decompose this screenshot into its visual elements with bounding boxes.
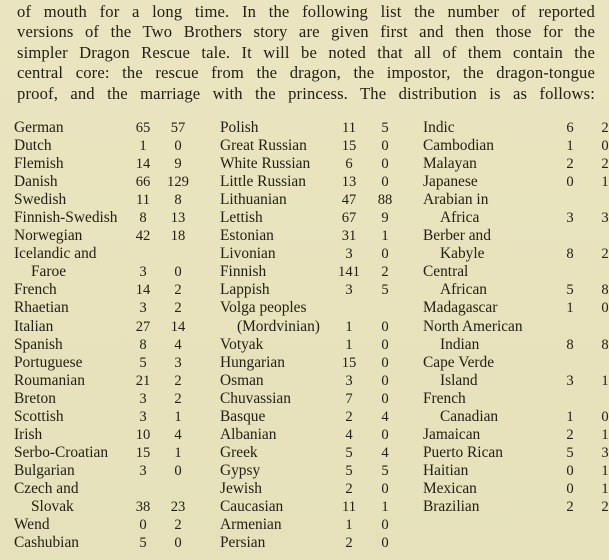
distribution-row <box>14 516 214 534</box>
distribution-row <box>14 245 214 263</box>
two-brothers-count: 5 <box>566 444 574 461</box>
distribution-row <box>14 173 214 191</box>
dragon-rescue-count: 4 <box>174 426 182 443</box>
distribution-row <box>14 155 214 173</box>
dragon-rescue-count: 0 <box>601 138 609 155</box>
group-name: Bulgarian <box>14 461 75 479</box>
distribution-row <box>220 408 420 426</box>
group-name: Jewish <box>220 479 262 497</box>
distribution-row <box>14 119 214 137</box>
dragon-rescue-count: 0 <box>601 300 609 317</box>
two-brothers-count: 1 <box>566 408 574 425</box>
group-name: Osman <box>220 371 264 389</box>
dragon-rescue-count: 0 <box>381 426 389 443</box>
group-name: Volga peoples <box>220 299 307 317</box>
group-name: Swedish <box>14 191 67 209</box>
group-name: Haitian <box>423 461 469 479</box>
two-brothers-count: 0 <box>566 480 574 497</box>
two-brothers-count: 65 <box>135 120 151 136</box>
dragon-rescue-count: 0 <box>381 336 389 353</box>
group-name: Norwegian <box>14 227 83 245</box>
distribution-column-3 <box>423 119 609 516</box>
group-name: Madagascar <box>423 299 498 317</box>
distribution-row <box>14 318 214 336</box>
group-name: Africa <box>440 209 480 227</box>
distribution-row <box>14 534 214 552</box>
two-brothers-count: 67 <box>341 210 357 227</box>
group-name: Brazilian <box>423 497 480 515</box>
dragon-rescue-count: 0 <box>381 354 389 371</box>
dragon-rescue-count: 0 <box>381 390 389 407</box>
distribution-row <box>220 462 420 480</box>
dragon-rescue-count: 88 <box>377 192 393 209</box>
dragon-rescue-count: 1 <box>174 408 182 425</box>
distribution-row <box>14 444 214 462</box>
two-brothers-count: 5 <box>345 462 353 479</box>
distribution-row <box>423 480 609 498</box>
two-brothers-count: 15 <box>135 444 151 461</box>
group-name: Berber and <box>423 227 491 245</box>
dragon-rescue-count: 9 <box>174 156 182 173</box>
distribution-row <box>423 155 609 173</box>
distribution-row <box>423 137 609 155</box>
group-name: Finnish <box>220 263 267 281</box>
distribution-row <box>220 390 420 408</box>
dragon-rescue-count: 4 <box>381 444 389 461</box>
distribution-row <box>14 299 214 317</box>
dragon-rescue-count: 0 <box>381 138 389 155</box>
two-brothers-count: 1 <box>345 336 353 353</box>
distribution-row <box>423 372 609 390</box>
group-name: Mexican <box>423 479 477 497</box>
dragon-rescue-count: 0 <box>174 535 182 552</box>
distribution-row <box>14 372 214 390</box>
group-name: Icelandic and <box>14 245 97 263</box>
two-brothers-count: 141 <box>338 264 360 281</box>
distribution-row <box>220 227 420 245</box>
dragon-rescue-count: 5 <box>381 120 389 136</box>
group-name: Puerto Rican <box>423 443 503 461</box>
group-name: Scottish <box>14 407 64 425</box>
dragon-rescue-count: 0 <box>381 246 389 263</box>
two-brothers-count: 3 <box>345 372 353 389</box>
two-brothers-count: 3 <box>139 390 147 407</box>
dragon-rescue-count: 1 <box>601 372 609 389</box>
dragon-rescue-count: 2 <box>601 246 609 263</box>
dragon-rescue-count: 57 <box>170 120 186 136</box>
dragon-rescue-count: 1 <box>601 480 609 497</box>
dragon-rescue-count: 0 <box>381 517 389 534</box>
distribution-row <box>14 390 214 408</box>
group-name: Kabyle <box>440 245 485 263</box>
dragon-rescue-count: 0 <box>381 156 389 173</box>
group-name: Cambodian <box>423 137 494 155</box>
distribution-row <box>423 245 609 263</box>
dragon-rescue-count: 2 <box>601 498 609 515</box>
distribution-row <box>423 281 609 299</box>
two-brothers-count: 2 <box>345 408 353 425</box>
group-name: German <box>14 119 64 136</box>
dragon-rescue-count: 8 <box>174 192 182 209</box>
two-brothers-count: 5 <box>139 535 147 552</box>
two-brothers-count: 3 <box>345 282 353 299</box>
distribution-row <box>220 480 420 498</box>
two-brothers-count: 42 <box>135 228 151 245</box>
dragon-rescue-count: 8 <box>601 336 609 353</box>
distribution-row <box>423 426 609 444</box>
group-name: Italian <box>14 317 54 335</box>
two-brothers-count: 14 <box>135 156 151 173</box>
distribution-row <box>220 245 420 263</box>
group-name: Jamaican <box>423 425 481 443</box>
two-brothers-count: 8 <box>566 336 574 353</box>
dragon-rescue-count: 0 <box>381 480 389 497</box>
group-name: Faroe <box>31 263 67 281</box>
group-name: Livonian <box>220 245 276 263</box>
group-name: Irish <box>14 425 43 443</box>
group-name: Albanian <box>220 425 277 443</box>
two-brothers-count: 0 <box>139 517 147 534</box>
dragon-rescue-count: 4 <box>381 408 389 425</box>
two-brothers-count: 38 <box>135 498 151 515</box>
distribution-row <box>220 155 420 173</box>
dragon-rescue-count: 0 <box>381 535 389 552</box>
two-brothers-count: 5 <box>345 444 353 461</box>
two-brothers-count: 1 <box>139 138 147 155</box>
group-name: Polish <box>220 119 259 136</box>
group-name: Flemish <box>14 155 64 173</box>
two-brothers-count: 0 <box>566 462 574 479</box>
dragon-rescue-count: 1 <box>174 444 182 461</box>
paragraph-line: versions of the Two Brothers story are given first and then those for the <box>17 22 595 42</box>
dragon-rescue-count: 8 <box>601 282 609 299</box>
group-name: White Russian <box>220 155 311 173</box>
paragraph-line: proof, and the marriage with the princess. The distribution is as follows: <box>17 83 595 103</box>
distribution-row <box>14 498 214 516</box>
group-name: Little Russian <box>220 173 306 191</box>
group-name: African <box>440 281 487 299</box>
distribution-row <box>14 480 214 498</box>
group-name: French <box>423 389 466 407</box>
group-name: Roumanian <box>14 371 85 389</box>
group-name: (Mordvinian) <box>237 317 320 335</box>
distribution-row <box>423 444 609 462</box>
two-brothers-count: 2 <box>345 535 353 552</box>
distribution-row <box>220 336 420 354</box>
dragon-rescue-count: 2 <box>381 264 389 281</box>
distribution-row <box>14 209 214 227</box>
distribution-row <box>220 281 420 299</box>
group-name: Greek <box>220 443 258 461</box>
distribution-row <box>220 299 420 317</box>
dragon-rescue-count: 2 <box>601 120 609 136</box>
dragon-rescue-count: 1 <box>601 426 609 443</box>
two-brothers-count: 0 <box>566 174 574 191</box>
group-name: Japanese <box>423 173 478 191</box>
group-name: Canadian <box>440 407 499 425</box>
group-name: Wend <box>14 516 50 534</box>
distribution-row <box>14 137 214 155</box>
two-brothers-count: 3 <box>566 372 574 389</box>
distribution-row <box>220 372 420 390</box>
distribution-row <box>220 516 420 534</box>
group-name: Caucasian <box>220 497 284 515</box>
distribution-row <box>423 227 609 245</box>
two-brothers-count: 3 <box>566 210 574 227</box>
distribution-row <box>423 318 609 336</box>
distribution-row <box>220 137 420 155</box>
dragon-rescue-count: 0 <box>174 462 182 479</box>
group-name: Portuguese <box>14 353 83 371</box>
two-brothers-count: 21 <box>135 372 151 389</box>
distribution-column-2 <box>220 119 420 552</box>
dragon-rescue-count: 5 <box>381 462 389 479</box>
group-name: Spanish <box>14 335 63 353</box>
distribution-row <box>14 354 214 372</box>
two-brothers-count: 6 <box>345 156 353 173</box>
dragon-rescue-count: 0 <box>381 372 389 389</box>
paragraph-line: central core: the rescue from the dragon, the impostor, the dragon-tongue <box>17 63 595 83</box>
two-brothers-count: 8 <box>139 210 147 227</box>
two-brothers-count: 47 <box>341 192 357 209</box>
two-brothers-count: 11 <box>341 120 357 136</box>
dragon-rescue-count: 2 <box>601 156 609 173</box>
group-name: Serbo-Croatian <box>14 443 109 461</box>
group-name: Lappish <box>220 281 270 299</box>
distribution-row <box>423 119 609 137</box>
two-brothers-count: 31 <box>341 228 357 245</box>
dragon-rescue-count: 0 <box>381 174 389 191</box>
dragon-rescue-count: 2 <box>174 282 182 299</box>
distribution-row <box>423 336 609 354</box>
distribution-row <box>423 263 609 281</box>
group-name: Breton <box>14 389 56 407</box>
two-brothers-count: 1 <box>345 517 353 534</box>
distribution-row <box>423 299 609 317</box>
distribution-row <box>14 191 214 209</box>
two-brothers-count: 5 <box>139 354 147 371</box>
distribution-row <box>220 119 420 137</box>
distribution-row <box>220 426 420 444</box>
group-name: Votyak <box>220 335 264 353</box>
two-brothers-count: 11 <box>341 498 357 515</box>
dragon-rescue-count: 5 <box>381 282 389 299</box>
two-brothers-count: 11 <box>135 192 151 209</box>
distribution-row <box>423 191 609 209</box>
distribution-row <box>220 191 420 209</box>
distribution-row <box>14 227 214 245</box>
two-brothers-count: 13 <box>341 174 357 191</box>
paragraph-line: of mouth for a long time. In the following list the number of reported <box>17 2 595 21</box>
dragon-rescue-count: 1 <box>381 498 389 515</box>
dragon-rescue-count: 2 <box>174 517 182 534</box>
two-brothers-count: 8 <box>566 246 574 263</box>
distribution-row <box>423 390 609 408</box>
intro-paragraph <box>17 2 607 104</box>
two-brothers-count: 4 <box>345 426 353 443</box>
two-brothers-count: 14 <box>135 282 151 299</box>
two-brothers-count: 2 <box>566 426 574 443</box>
two-brothers-count: 3 <box>139 300 147 317</box>
distribution-row <box>220 444 420 462</box>
distribution-row <box>423 354 609 372</box>
dragon-rescue-count: 9 <box>381 210 389 227</box>
group-name: Indian <box>440 335 480 353</box>
distribution-row <box>423 408 609 426</box>
group-name: Armenian <box>220 516 282 534</box>
dragon-rescue-count: 1 <box>601 174 609 191</box>
distribution-row <box>423 209 609 227</box>
group-name: Lettish <box>220 209 263 227</box>
group-name: Lithuanian <box>220 191 287 209</box>
group-name: Estonian <box>220 227 274 245</box>
group-name: Cashubian <box>14 534 79 552</box>
distribution-row <box>14 263 214 281</box>
dragon-rescue-count: 0 <box>381 318 389 335</box>
distribution-row <box>14 426 214 444</box>
dragon-rescue-count: 3 <box>174 354 182 371</box>
two-brothers-count: 15 <box>341 138 357 155</box>
two-brothers-count: 3 <box>139 264 147 281</box>
two-brothers-count: 5 <box>566 282 574 299</box>
distribution-row <box>220 354 420 372</box>
group-name: French <box>14 281 57 299</box>
dragon-rescue-count: 1 <box>381 228 389 245</box>
two-brothers-count: 15 <box>341 354 357 371</box>
two-brothers-count: 3 <box>139 462 147 479</box>
group-name: Dutch <box>14 137 52 155</box>
distribution-row <box>423 462 609 480</box>
dragon-rescue-count: 0 <box>601 408 609 425</box>
group-name: Chuvassian <box>220 389 291 407</box>
dragon-rescue-count: 0 <box>174 138 182 155</box>
dragon-rescue-count: 4 <box>174 336 182 353</box>
two-brothers-count: 1 <box>345 318 353 335</box>
distribution-row <box>14 408 214 426</box>
two-brothers-count: 8 <box>139 336 147 353</box>
dragon-rescue-count: 3 <box>601 444 609 461</box>
two-brothers-count: 7 <box>345 390 353 407</box>
dragon-rescue-count: 3 <box>601 210 609 227</box>
dragon-rescue-count: 13 <box>170 210 186 227</box>
group-name: Island <box>440 371 478 389</box>
distribution-row <box>14 462 214 480</box>
group-name: Czech and <box>14 479 79 497</box>
two-brothers-count: 2 <box>566 156 574 173</box>
group-name: Finnish-Swedish <box>14 209 118 227</box>
group-name: Malayan <box>423 155 477 173</box>
two-brothers-count: 6 <box>566 120 574 136</box>
distribution-row <box>220 534 420 552</box>
two-brothers-count: 3 <box>139 408 147 425</box>
two-brothers-count: 2 <box>345 480 353 497</box>
group-name: Hungarian <box>220 353 285 371</box>
distribution-row <box>220 263 420 281</box>
distribution-row <box>14 281 214 299</box>
group-name: Cape Verde <box>423 353 495 371</box>
group-name: Slovak <box>31 497 74 515</box>
distribution-column-1 <box>14 119 214 552</box>
group-name: North American <box>423 317 523 335</box>
dragon-rescue-count: 2 <box>174 300 182 317</box>
distribution-row <box>220 318 420 336</box>
group-name: Great Russian <box>220 137 307 155</box>
group-name: Gypsy <box>220 461 261 479</box>
group-name: Persian <box>220 534 266 552</box>
distribution-row <box>220 498 420 516</box>
distribution-row <box>14 336 214 354</box>
dragon-rescue-count: 129 <box>167 174 189 191</box>
paragraph-line: simpler Dragon Rescue tale. It will be noted that all of them contain the <box>17 42 595 62</box>
two-brothers-count: 66 <box>135 174 151 191</box>
group-name: Central <box>423 263 469 281</box>
group-name: Rhaetian <box>14 299 69 317</box>
group-name: Basque <box>220 407 266 425</box>
group-name: Danish <box>14 173 58 191</box>
two-brothers-count: 3 <box>345 246 353 263</box>
distribution-row <box>220 209 420 227</box>
dragon-rescue-count: 23 <box>170 498 186 515</box>
dragon-rescue-count: 2 <box>174 390 182 407</box>
distribution-row <box>423 173 609 191</box>
distribution-row <box>423 498 609 516</box>
two-brothers-count: 1 <box>566 300 574 317</box>
distribution-row <box>220 173 420 191</box>
dragon-rescue-count: 18 <box>170 228 186 245</box>
dragon-rescue-count: 2 <box>174 372 182 389</box>
dragon-rescue-count: 14 <box>170 318 186 335</box>
two-brothers-count: 10 <box>135 426 151 443</box>
dragon-rescue-count: 0 <box>174 264 182 281</box>
dragon-rescue-count: 1 <box>601 462 609 479</box>
two-brothers-count: 27 <box>135 318 151 335</box>
group-name: Indic <box>423 119 455 136</box>
two-brothers-count: 2 <box>566 498 574 515</box>
group-name: Arabian in <box>423 191 489 209</box>
two-brothers-count: 1 <box>566 138 574 155</box>
